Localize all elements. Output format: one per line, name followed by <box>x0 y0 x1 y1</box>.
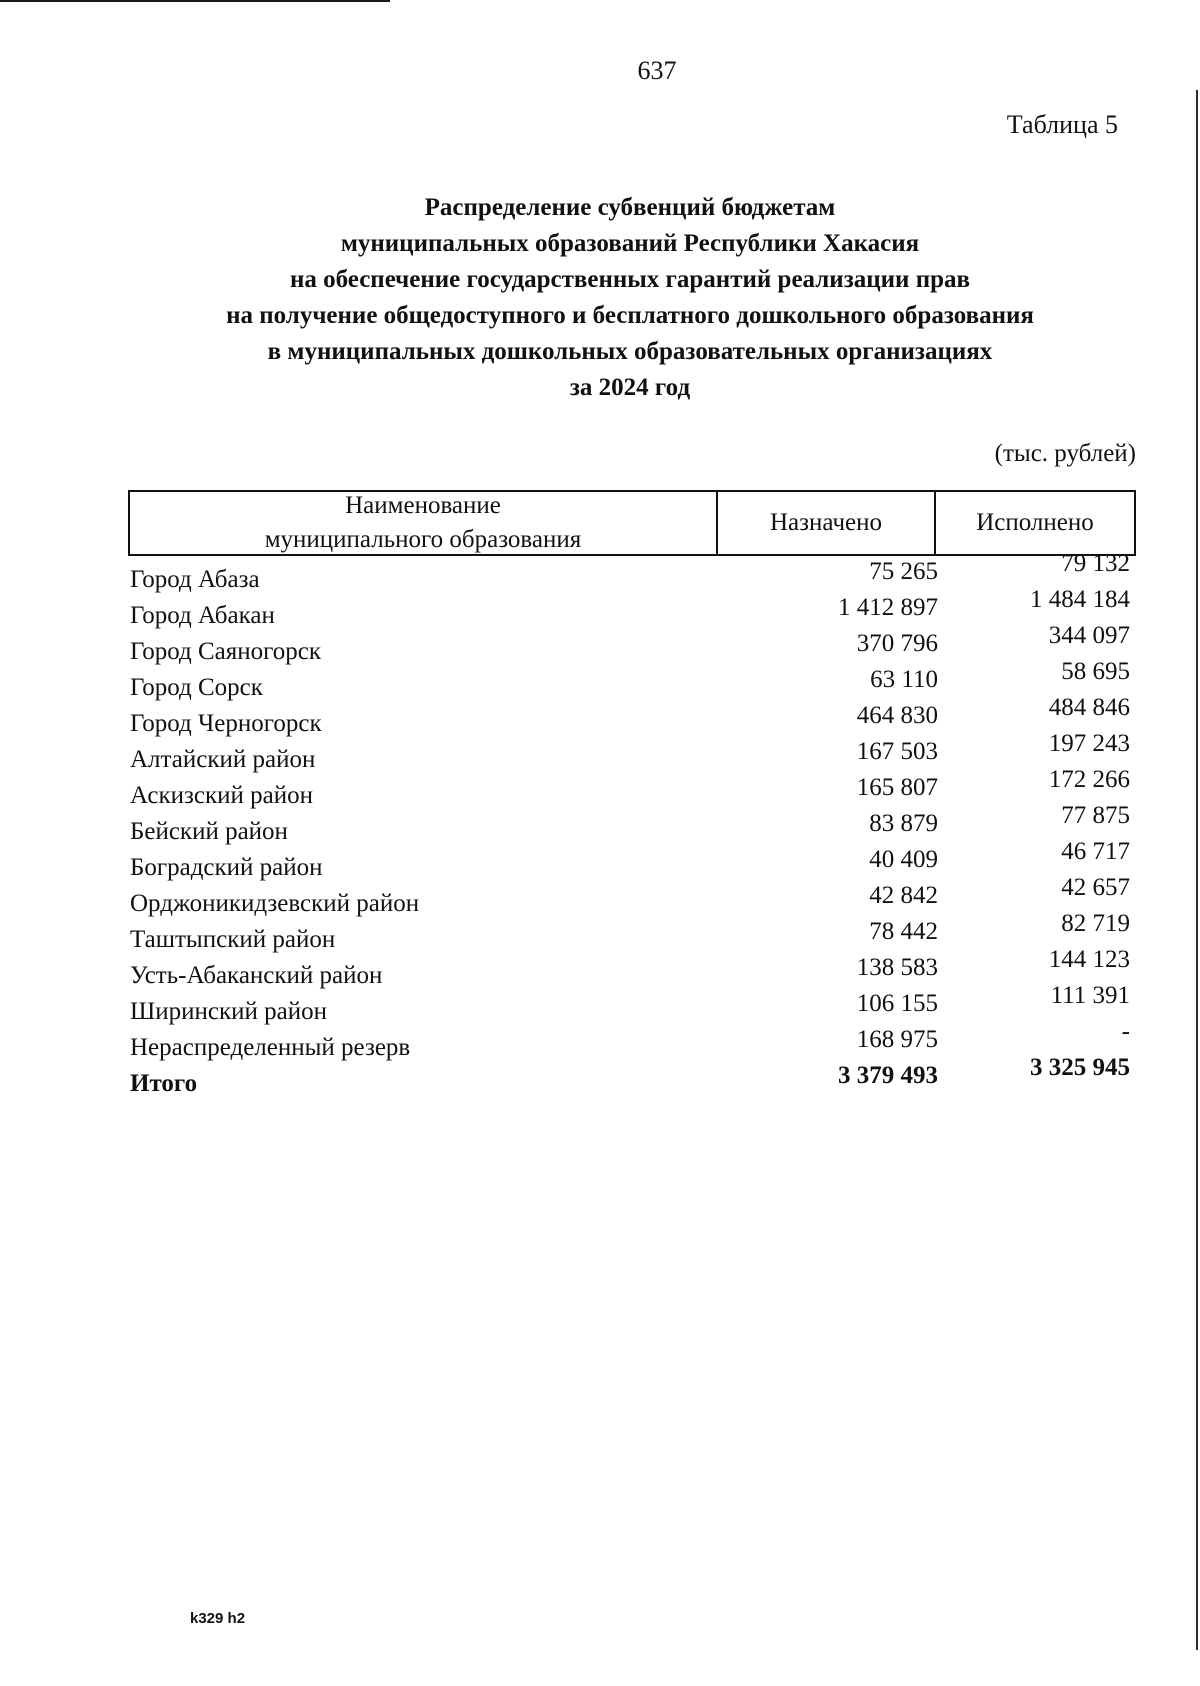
row-assigned: 75 265 <box>869 558 938 585</box>
title-line: за 2024 год <box>569 374 691 401</box>
table-row <box>0 586 1200 629</box>
row-name: Ширинский район <box>130 998 327 1025</box>
table-row <box>0 694 1200 737</box>
title-line: в муниципальных дошкольных образовательных организациях <box>267 338 993 365</box>
footer-code: k329 h2 <box>190 1610 246 1627</box>
scan-edge-top <box>0 0 390 2</box>
row-assigned: 370 796 <box>856 630 938 657</box>
table-row <box>0 946 1200 989</box>
row-name: Нераспределенный резерв <box>130 1034 411 1061</box>
row-assigned: 167 503 <box>856 738 938 765</box>
total-name: Итого <box>130 1070 198 1097</box>
header-assigned: Назначено <box>718 492 936 554</box>
row-executed: 111 391 <box>1050 982 1130 1009</box>
row-assigned: 464 830 <box>856 702 938 729</box>
row-executed: 344 097 <box>1048 622 1130 649</box>
document-title <box>150 190 1110 406</box>
title-line: на получение общедоступного и бесплатного дошкольного образования <box>226 302 1034 329</box>
row-executed: 484 846 <box>1048 694 1130 721</box>
row-name: Таштыпский район <box>130 926 336 953</box>
table-row <box>0 838 1200 881</box>
table-row <box>0 802 1200 845</box>
table-row <box>0 658 1200 701</box>
row-executed: 42 657 <box>1061 874 1130 901</box>
title-line: Распределение субвенций бюджетам <box>424 194 836 221</box>
row-assigned: 106 155 <box>856 990 938 1017</box>
row-executed: 77 875 <box>1061 802 1130 829</box>
table-row <box>0 910 1200 953</box>
title-line: на обеспечение государственных гарантий реализации прав <box>289 266 971 293</box>
row-name: Алтайский район <box>130 746 316 773</box>
row-name: Город Абакан <box>130 602 275 629</box>
table-row <box>0 730 1200 773</box>
row-executed: 172 266 <box>1048 766 1130 793</box>
title-line: муниципальных образований Республики Хакасия <box>340 230 920 257</box>
header-executed: Исполнено <box>976 509 1094 536</box>
row-assigned: 168 975 <box>856 1026 938 1053</box>
row-name: Орджоникидзевский район <box>130 890 420 917</box>
row-executed: 46 717 <box>1061 838 1130 865</box>
page-number: 637 <box>637 56 677 85</box>
header-name-line2: муниципального образования <box>264 526 582 553</box>
row-executed: 197 243 <box>1048 730 1130 757</box>
table-body <box>0 550 1200 1097</box>
table-row <box>0 982 1200 1025</box>
row-assigned: 42 842 <box>869 882 938 909</box>
row-assigned: 78 442 <box>869 918 938 945</box>
table-label: Таблица 5 <box>1006 110 1118 139</box>
row-executed: 144 123 <box>1048 946 1130 973</box>
total-assigned: 3 379 493 <box>838 1062 938 1089</box>
row-name: Город Черногорск <box>130 710 322 737</box>
row-assigned: 83 879 <box>869 810 938 837</box>
table-row <box>0 622 1200 665</box>
row-assigned: 138 583 <box>856 954 938 981</box>
row-assigned: 63 110 <box>870 666 938 693</box>
row-executed: - <box>1121 1018 1130 1045</box>
table-row <box>0 766 1200 809</box>
table-row <box>0 550 1200 593</box>
table-row <box>0 1018 1200 1061</box>
table-header <box>128 490 1136 556</box>
row-assigned: 1 412 897 <box>838 594 938 621</box>
total-executed: 3 325 945 <box>1030 1054 1130 1081</box>
row-name: Усть-Абаканский район <box>130 962 383 989</box>
row-executed: 82 719 <box>1061 910 1130 937</box>
row-name: Бейский район <box>130 818 288 845</box>
row-executed: 79 132 <box>1061 550 1130 577</box>
row-executed: 58 695 <box>1061 658 1130 685</box>
row-name: Город Сорск <box>130 674 263 701</box>
total-row <box>0 1054 1200 1097</box>
row-name: Город Абаза <box>130 566 260 593</box>
header-name <box>130 492 718 554</box>
units-label: (тыс. рублей) <box>994 440 1136 467</box>
row-name: Город Саяногорск <box>130 638 322 665</box>
row-assigned: 40 409 <box>869 846 938 873</box>
row-name: Боградский район <box>130 854 323 881</box>
header-name-line1: Наименование <box>345 492 501 519</box>
table-row <box>0 874 1200 917</box>
row-executed: 1 484 184 <box>1030 586 1130 613</box>
row-assigned: 165 807 <box>856 774 938 801</box>
row-name: Аскизский район <box>130 782 314 809</box>
